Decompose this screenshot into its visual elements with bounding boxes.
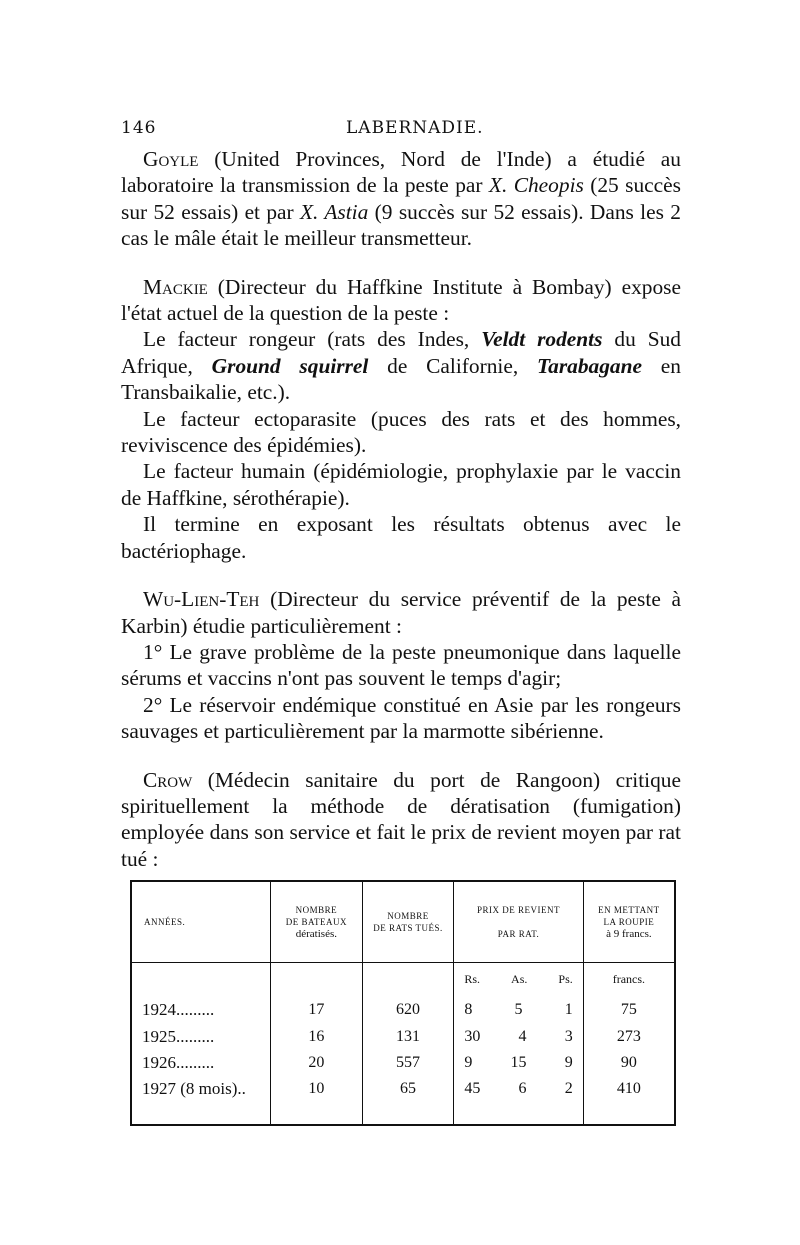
cell-rs: 30 (464, 1027, 481, 1045)
text-span: (9 succès sur 52 essais). Dans les 2 cas le mâle était le meilleur transmetteur. (121, 199, 681, 251)
text-span: (Directeur du service préventif de la peste à Karbin) étudie particulièrement : (121, 587, 681, 638)
cell-as: 6 (518, 1080, 527, 1098)
col-header-roupie (583, 881, 675, 963)
row-prix (454, 1050, 583, 1076)
text-span: (25 succès sur 52 essais) et par (121, 173, 681, 224)
cell-as: 4 (518, 1027, 527, 1045)
cell-as: 15 (510, 1054, 527, 1072)
table-cell (362, 1103, 454, 1125)
header-line: PAR RAT. (497, 929, 540, 939)
cell-as: 5 (514, 1001, 523, 1019)
cell-rs: 45 (464, 1080, 481, 1098)
unit-label: As. (511, 972, 528, 987)
text-span: du Sud Afrique, (121, 327, 681, 378)
table-cell (454, 963, 583, 997)
paragraph-point-2: 2° Le réservoir endémique constitué en Asie par les rongeurs sauvages et particulièrement par la marmotte sibérienne. (121, 692, 681, 744)
header-line: DE BATEAUX (285, 917, 347, 927)
paragraph-mackie (121, 274, 681, 327)
row-francs: 75 (583, 997, 675, 1023)
row-rats: 620 (362, 997, 454, 1023)
author-name: Crow (143, 767, 193, 792)
cell-rs: 8 (464, 1001, 473, 1019)
body-text (121, 146, 681, 872)
row-bateaux: 10 (271, 1076, 363, 1102)
table-row (131, 1050, 675, 1076)
col-header-bateaux (271, 881, 363, 963)
row-bateaux: 16 (271, 1023, 363, 1049)
row-francs: 273 (583, 1023, 675, 1049)
row-prix (454, 997, 583, 1023)
table-cell (583, 1103, 675, 1125)
author-name: Mackie (143, 274, 208, 299)
row-year: 1926......... (131, 1050, 271, 1076)
table-cell (271, 1103, 363, 1125)
table-cell (131, 1103, 271, 1125)
row-bateaux: 20 (271, 1050, 363, 1076)
cell-ps: 3 (564, 1027, 573, 1045)
table-row (131, 1023, 675, 1049)
row-rats: 557 (362, 1050, 454, 1076)
header-line: PRIX DE REVIENT (477, 905, 561, 915)
table-cell (271, 963, 363, 997)
text-span: en Transbaikalie, etc.). (121, 353, 681, 405)
emphasis: Tarabagane (537, 353, 643, 378)
table-row-spacer (131, 1103, 675, 1125)
running-title: LABERNADIE. (346, 118, 484, 138)
table-row (131, 1076, 675, 1102)
row-rats: 131 (362, 1023, 454, 1049)
species-name: X. Cheopis (488, 173, 584, 198)
row-year: 1924......... (131, 997, 271, 1023)
text-span: (Médecin sanitaire du port de Rangoon) critique spirituellement la méthode de dératisation (fumigation) employée dans son service et fait le prix de revient moyen par rat tué : (121, 767, 681, 871)
table-cell (362, 963, 454, 997)
paragraph-goyle (121, 146, 681, 252)
table-cell: francs. (583, 963, 675, 997)
header-line: dératisés. (295, 928, 337, 940)
unit-label: Rs. (464, 972, 481, 987)
table-cell (454, 1103, 583, 1125)
col-header-prix (454, 881, 583, 963)
table-cell (131, 963, 271, 997)
paragraph-bacterio: Il termine en exposant les résultats obtenus avec le bactériophage. (121, 512, 681, 563)
header-line: EN METTANT (598, 905, 660, 915)
row-francs: 90 (583, 1050, 675, 1076)
paragraph-humain: Le facteur humain (épidémiologie, prophylaxie par le vaccin de Haffkine, sérothérapie). (121, 459, 681, 510)
text-span: (Directeur du Haffkine Institute à Bombay) expose l'état actuel de la question de la peste : (121, 274, 681, 326)
cell-ps: 9 (564, 1054, 573, 1072)
emphasis: Veldt rodents (481, 327, 603, 352)
text-span: Le facteur rongeur (rats des Indes, (143, 327, 482, 352)
paragraph-wu (121, 586, 681, 639)
author-name: Goyle (143, 147, 199, 171)
row-year: 1927 (8 mois).. (131, 1076, 271, 1102)
row-prix (454, 1076, 583, 1102)
emphasis: Ground squirrel (211, 353, 369, 378)
row-prix (454, 1023, 583, 1049)
cell-ps: 1 (564, 1001, 573, 1019)
paragraph-point-1: 1° Le grave problème de la peste pneumonique dans laquelle sérums et vaccins n'ont pas souvent le temps d'agir; (121, 639, 681, 691)
text-span: de Californie, (368, 353, 538, 378)
row-bateaux: 17 (271, 997, 363, 1023)
cost-table (130, 880, 676, 1126)
header-line: LA ROUPIE (603, 917, 655, 927)
header-line: à 9 francs. (606, 928, 652, 940)
table-row (131, 997, 675, 1023)
unit-label: Ps. (558, 972, 573, 987)
col-header-rats (362, 881, 454, 963)
cell-rs: 9 (464, 1054, 473, 1072)
paragraph-crow (121, 767, 681, 873)
cell-ps: 2 (564, 1080, 573, 1098)
paragraph-rongeur (121, 326, 681, 405)
header-line: DE RATS TUÉS. (373, 923, 443, 933)
text-span: (United Provinces, Nord de l'Inde) a étudié au laboratoire la transmission de la peste par (121, 147, 681, 198)
page-number: 146 (121, 118, 157, 138)
author-name: Wu-Lien-Teh (143, 587, 260, 612)
col-header-annees: ANNÉES. (131, 881, 271, 963)
units-row (131, 963, 675, 997)
species-name: X. Astia (299, 199, 369, 224)
row-francs: 410 (583, 1076, 675, 1102)
row-year: 1925......... (131, 1023, 271, 1049)
header-line: NOMBRE (295, 905, 338, 915)
paragraph-ecto: Le facteur ectoparasite (puces des rats et des hommes, reviviscence des épidémies). (121, 406, 681, 458)
header-line: NOMBRE (387, 911, 429, 921)
row-rats: 65 (362, 1076, 454, 1102)
